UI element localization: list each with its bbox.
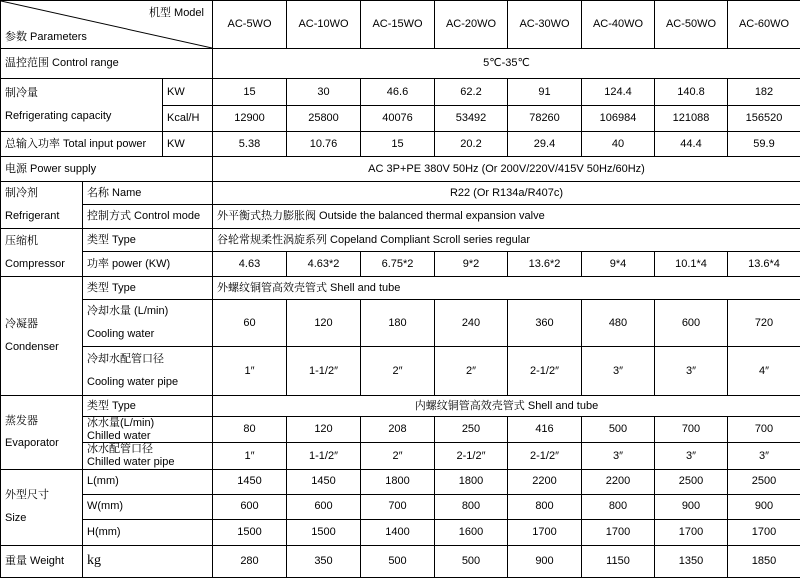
- table-cell: 1150: [582, 545, 655, 577]
- table-cell: 80: [213, 417, 287, 443]
- header-row: [1, 1, 800, 49]
- size-h-label: H(mm): [83, 519, 213, 545]
- table-cell: 1850: [728, 545, 800, 577]
- condenser-type-value: 外螺纹铜管高效壳管式 Shell and tube: [213, 277, 800, 300]
- table-cell: 1800: [361, 469, 435, 494]
- table-cell: 40: [582, 132, 655, 157]
- table-cell: 1700: [728, 519, 800, 545]
- model-header: AC-60WO: [728, 1, 800, 49]
- compressor-type-value: 谷轮常规柔性涡旋系列 Copeland Compliant Scroll series regular: [213, 229, 800, 252]
- table-cell: 1700: [508, 519, 582, 545]
- table-cell: 1500: [213, 519, 287, 545]
- table-cell: 350: [287, 545, 361, 577]
- capacity-kw-row: [1, 79, 800, 106]
- evaporator-water-row: [1, 417, 800, 443]
- table-cell: 5.38: [213, 132, 287, 157]
- model-header: AC-30WO: [508, 1, 582, 49]
- table-cell: 700: [728, 417, 800, 443]
- table-cell: 140.8: [655, 79, 728, 106]
- table-cell: 60: [213, 300, 287, 347]
- table-cell: 1600: [435, 519, 508, 545]
- table-cell: 800: [582, 494, 655, 519]
- table-cell: 700: [361, 494, 435, 519]
- table-cell: 3″: [728, 443, 800, 469]
- table-cell: 25800: [287, 106, 361, 132]
- table-cell: 13.6*4: [728, 252, 800, 277]
- table-cell: 2″: [361, 443, 435, 469]
- table-cell: 2500: [655, 469, 728, 494]
- control-range-label: 温控范围 Control range: [1, 49, 213, 79]
- refrigerant-name-value: R22 (Or R134a/R407c): [213, 182, 800, 205]
- size-w-row: [1, 494, 800, 519]
- table-cell: 500: [435, 545, 508, 577]
- table-cell: 9*2: [435, 252, 508, 277]
- table-cell: 1450: [287, 469, 361, 494]
- model-header: AC-40WO: [582, 1, 655, 49]
- table-cell: 720: [728, 300, 800, 347]
- table-cell: 6.75*2: [361, 252, 435, 277]
- evaporator-pipe-row: [1, 443, 800, 469]
- condenser-type-row: [1, 277, 800, 300]
- refrigerant-control-row: [1, 205, 800, 229]
- weight-row: [1, 545, 800, 577]
- table-cell: 1800: [435, 469, 508, 494]
- table-cell: 46.6: [361, 79, 435, 106]
- table-cell: 800: [508, 494, 582, 519]
- table-cell: 13.6*2: [508, 252, 582, 277]
- evaporator-label: [1, 396, 83, 470]
- table-cell: 2500: [728, 469, 800, 494]
- refrigerating-capacity-label-cn: 制冷量: [5, 87, 38, 99]
- condenser-label: [1, 277, 83, 396]
- condenser-water-label-en: Cooling water: [87, 328, 208, 341]
- table-cell: 10.76: [287, 132, 361, 157]
- table-cell: 15: [361, 132, 435, 157]
- table-cell: 700: [655, 417, 728, 443]
- size-label-cn: 外型尺寸: [5, 489, 49, 501]
- control-range-value: 5℃-35℃: [213, 49, 800, 79]
- condenser-type-label: 类型 Type: [83, 277, 213, 300]
- table-cell: 360: [508, 300, 582, 347]
- table-cell: 1700: [582, 519, 655, 545]
- table-cell: 600: [213, 494, 287, 519]
- control-range-row: [1, 49, 800, 79]
- evaporator-water-label: [83, 417, 213, 443]
- table-cell: 40076: [361, 106, 435, 132]
- table-cell: 1700: [655, 519, 728, 545]
- table-cell: 2200: [582, 469, 655, 494]
- table-cell: 106984: [582, 106, 655, 132]
- refrigerant-label-en: Refrigerant: [5, 210, 78, 223]
- table-cell: 500: [582, 417, 655, 443]
- model-header: AC-50WO: [655, 1, 728, 49]
- table-cell: 180: [361, 300, 435, 347]
- table-cell: 1″: [213, 347, 287, 396]
- condenser-water-row: [1, 300, 800, 347]
- table-cell: 600: [655, 300, 728, 347]
- parameters-label: 参数 Parameters: [5, 31, 87, 44]
- table-cell: 1-1/2″: [287, 443, 361, 469]
- table-cell: 4.63: [213, 252, 287, 277]
- table-cell: 2-1/2″: [508, 443, 582, 469]
- table-cell: 91: [508, 79, 582, 106]
- table-cell: 2″: [435, 347, 508, 396]
- compressor-label-en: Compressor: [5, 258, 78, 271]
- condenser-water-label-cn: 冷却水量 (L/min): [87, 305, 208, 318]
- model-header: AC-15WO: [361, 1, 435, 49]
- table-cell: 15: [213, 79, 287, 106]
- table-cell: 120: [287, 300, 361, 347]
- table-cell: 240: [435, 300, 508, 347]
- table-cell: 800: [435, 494, 508, 519]
- table-cell: 121088: [655, 106, 728, 132]
- table-cell: 900: [655, 494, 728, 519]
- table-cell: 44.4: [655, 132, 728, 157]
- evaporator-label-en: Evaporator: [5, 437, 78, 450]
- condenser-pipe-label-en: Cooling water pipe: [87, 376, 208, 389]
- header-corner-cell: [1, 1, 213, 49]
- table-cell: 900: [508, 545, 582, 577]
- model-label: 机型 Model: [149, 7, 204, 20]
- table-cell: 208: [361, 417, 435, 443]
- table-cell: 3″: [582, 347, 655, 396]
- condenser-pipe-label: [83, 347, 213, 396]
- table-cell: 124.4: [582, 79, 655, 106]
- power-supply-value: AC 3P+PE 380V 50Hz (Or 200V/220V/415V 50Hz/60Hz): [213, 157, 800, 182]
- size-w-label: W(mm): [83, 494, 213, 519]
- power-supply-label: 电源 Power supply: [1, 157, 213, 182]
- table-cell: 53492: [435, 106, 508, 132]
- table-cell: 9*4: [582, 252, 655, 277]
- table-cell: 62.2: [435, 79, 508, 106]
- condenser-water-label: [83, 300, 213, 347]
- evaporator-water-label-cn: 冰水量(L/min): [87, 417, 208, 430]
- size-l-label: L(mm): [83, 469, 213, 494]
- condenser-pipe-label-cn: 冷却水配管口径: [87, 353, 208, 366]
- table-cell: 1500: [287, 519, 361, 545]
- table-cell: 480: [582, 300, 655, 347]
- evaporator-pipe-label-en: Chilled water pipe: [87, 456, 208, 469]
- evaporator-label-cn: 蒸发器: [5, 415, 38, 427]
- unit-cell: KW: [163, 79, 213, 106]
- size-l-row: [1, 469, 800, 494]
- unit-cell: Kcal/H: [163, 106, 213, 132]
- refrigerant-name-label: 名称 Name: [83, 182, 213, 205]
- refrigerating-capacity-label-en: Refrigerating capacity: [5, 110, 158, 123]
- compressor-type-row: [1, 229, 800, 252]
- refrigerant-control-label: 控制方式 Control mode: [83, 205, 213, 229]
- compressor-label: [1, 229, 83, 277]
- size-label-en: Size: [5, 512, 78, 525]
- table-cell: 4″: [728, 347, 800, 396]
- compressor-label-cn: 压缩机: [5, 235, 38, 247]
- table-cell: 1400: [361, 519, 435, 545]
- weight-label: 重量 Weight: [1, 545, 83, 577]
- table-cell: 12900: [213, 106, 287, 132]
- refrigerant-label-cn: 制冷剂: [5, 187, 38, 199]
- refrigerant-name-row: [1, 182, 800, 205]
- table-cell: 1350: [655, 545, 728, 577]
- evaporator-type-row: [1, 396, 800, 417]
- table-cell: 416: [508, 417, 582, 443]
- table-cell: 900: [728, 494, 800, 519]
- table-cell: 78260: [508, 106, 582, 132]
- refrigerating-capacity-label: [1, 79, 163, 132]
- table-cell: 2-1/2″: [508, 347, 582, 396]
- refrigerant-label: [1, 182, 83, 229]
- table-cell: 280: [213, 545, 287, 577]
- size-label: [1, 469, 83, 545]
- table-cell: 30: [287, 79, 361, 106]
- condenser-pipe-row: [1, 347, 800, 396]
- table-cell: 500: [361, 545, 435, 577]
- table-cell: 182: [728, 79, 800, 106]
- table-cell: 2200: [508, 469, 582, 494]
- table-cell: 4.63*2: [287, 252, 361, 277]
- model-header: AC-5WO: [213, 1, 287, 49]
- table-cell: 3″: [655, 443, 728, 469]
- total-input-power-label: 总输入功率 Total input power: [1, 132, 163, 157]
- size-h-row: [1, 519, 800, 545]
- evaporator-type-label: 类型 Type: [83, 396, 213, 417]
- refrigerant-control-value: 外平衡式热力膨胀阀 Outside the balanced thermal expansion valve: [213, 205, 800, 229]
- compressor-power-row: [1, 252, 800, 277]
- evaporator-water-label-en: Chilled water: [87, 430, 208, 443]
- model-header: AC-20WO: [435, 1, 508, 49]
- table-cell: 1-1/2″: [287, 347, 361, 396]
- condenser-label-en: Condenser: [5, 341, 78, 354]
- evaporator-type-value: 内螺纹铜管高效壳管式 Shell and tube: [213, 396, 800, 417]
- condenser-label-cn: 冷凝器: [5, 318, 38, 330]
- total-input-power-row: [1, 132, 800, 157]
- power-supply-row: [1, 157, 800, 182]
- table-cell: 600: [287, 494, 361, 519]
- table-cell: 3″: [582, 443, 655, 469]
- unit-cell: KW: [163, 132, 213, 157]
- table-cell: 59.9: [728, 132, 800, 157]
- table-cell: 120: [287, 417, 361, 443]
- table-cell: 20.2: [435, 132, 508, 157]
- table-cell: 2-1/2″: [435, 443, 508, 469]
- table-cell: 2″: [361, 347, 435, 396]
- evaporator-pipe-label-cn: 冰水配管口径: [87, 443, 208, 456]
- table-cell: 156520: [728, 106, 800, 132]
- table-cell: 29.4: [508, 132, 582, 157]
- table-cell: 10.1*4: [655, 252, 728, 277]
- compressor-type-label: 类型 Type: [83, 229, 213, 252]
- model-header: AC-10WO: [287, 1, 361, 49]
- weight-unit: kg: [83, 545, 213, 577]
- table-cell: 1450: [213, 469, 287, 494]
- evaporator-pipe-label: [83, 443, 213, 469]
- table-cell: 1″: [213, 443, 287, 469]
- table-cell: 3″: [655, 347, 728, 396]
- table-cell: 250: [435, 417, 508, 443]
- compressor-power-label: 功率 power (KW): [83, 252, 213, 277]
